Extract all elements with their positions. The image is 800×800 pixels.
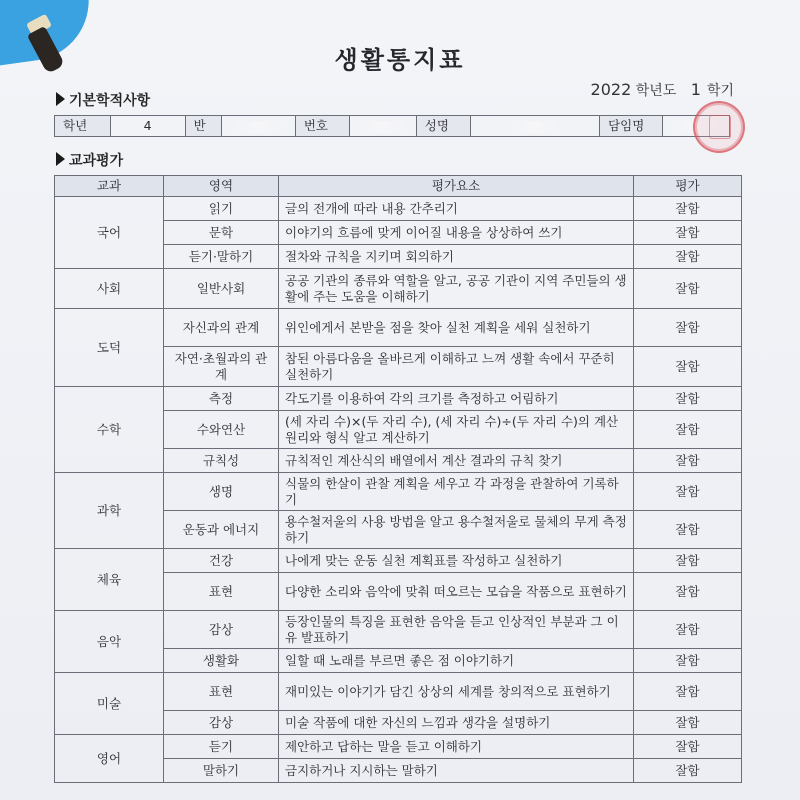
evaluation-header-row	[55, 176, 742, 197]
requirement-cell: 제안하고 답하는 말을 듣고 이해하기	[279, 735, 634, 759]
class-value-redacted	[221, 116, 295, 137]
rating-cell: 잘함	[634, 611, 742, 649]
subject-cell: 사회	[55, 269, 164, 309]
section-marker-icon	[56, 92, 65, 106]
rating-cell: 잘함	[634, 347, 742, 387]
requirement-cell: 재미있는 이야기가 담긴 상상의 세계를 창의적으로 표현하기	[279, 673, 634, 711]
area-cell: 일반사회	[164, 269, 279, 309]
teacher-seal-stamp	[693, 101, 745, 153]
requirement-cell: (세 자리 수)×(두 자리 수), (세 자리 수)÷(두 자리 수)의 계산 원리와 형식 알고 계산하기	[279, 411, 634, 449]
subject-cell: 미술	[55, 673, 164, 735]
area-cell: 측정	[164, 387, 279, 411]
requirement-cell: 다양한 소리와 음악에 맞춰 떠오르는 모습을 작품으로 표현하기	[279, 573, 634, 611]
column-header-area: 영역	[164, 176, 279, 197]
area-cell: 표현	[164, 573, 279, 611]
table-row	[55, 549, 742, 573]
rating-cell: 잘함	[634, 221, 742, 245]
area-cell: 생명	[164, 473, 279, 511]
requirement-cell: 각도기를 이용하여 각의 크기를 측정하고 어림하기	[279, 387, 634, 411]
area-cell: 생활화	[164, 649, 279, 673]
requirement-cell: 규칙적인 계산식의 배열에서 계산 결과의 규칙 찾기	[279, 449, 634, 473]
rating-cell: 잘함	[634, 473, 742, 511]
table-row	[55, 309, 742, 347]
requirement-cell: 미술 작품에 대한 자신의 느낌과 생각을 설명하기	[279, 711, 634, 735]
rating-cell: 잘함	[634, 549, 742, 573]
requirement-cell: 글의 전개에 따라 내용 간추리기	[279, 197, 634, 221]
redacted-value	[233, 121, 283, 133]
rating-cell: 잘함	[634, 649, 742, 673]
requirement-cell: 금지하거나 지시하는 말하기	[279, 759, 634, 783]
subject-cell: 체육	[55, 549, 164, 611]
rating-cell: 잘함	[634, 411, 742, 449]
requirement-cell: 위인에게서 본받을 점을 찾아 실천 계획을 세워 실천하기	[279, 309, 634, 347]
area-cell: 표현	[164, 673, 279, 711]
table-row	[55, 673, 742, 711]
area-cell: 읽기	[164, 197, 279, 221]
requirement-cell: 식물의 한살이 관찰 계획을 세우고 각 과정을 관찰하여 기록하기	[279, 473, 634, 511]
rating-cell: 잘함	[634, 573, 742, 611]
term-semester: 1	[690, 80, 701, 99]
subject-cell: 영어	[55, 735, 164, 783]
redacted-value	[358, 121, 408, 133]
requirement-cell: 용수철저울의 사용 방법을 알고 용수철저울로 물체의 무게 측정하기	[279, 511, 634, 549]
table-row	[55, 473, 742, 511]
area-cell: 감상	[164, 611, 279, 649]
table-row	[55, 735, 742, 759]
term-year-label: 학년도	[635, 83, 677, 99]
table-row	[55, 387, 742, 411]
rating-cell: 잘함	[634, 387, 742, 411]
column-header-requirement: 평가요소	[279, 176, 634, 197]
area-cell: 건강	[164, 549, 279, 573]
area-cell: 운동과 에너지	[164, 511, 279, 549]
subject-cell: 과학	[55, 473, 164, 549]
teacher-label: 담임명	[600, 116, 663, 137]
rating-cell: 잘함	[634, 673, 742, 711]
rating-cell: 잘함	[634, 711, 742, 735]
number-label: 번호	[295, 116, 349, 137]
name-label: 성명	[416, 116, 470, 137]
rating-cell: 잘함	[634, 269, 742, 309]
evaluation-table	[54, 175, 742, 783]
area-cell: 자신과의 관계	[164, 309, 279, 347]
area-cell: 감상	[164, 711, 279, 735]
number-value-redacted	[349, 116, 416, 137]
class-label: 반	[185, 116, 221, 137]
rating-cell: 잘함	[634, 309, 742, 347]
requirement-cell: 등장인물의 특징을 표현한 음악을 듣고 인상적인 부분과 그 이유 발표하기	[279, 611, 634, 649]
evaluation-title: 교과평가	[69, 153, 124, 169]
subject-cell: 수학	[55, 387, 164, 473]
area-cell: 수와연산	[164, 411, 279, 449]
column-header-subject: 교과	[55, 176, 164, 197]
requirement-cell: 공공 기관의 종류와 역할을 알고, 공공 기관이 지역 주민들의 생활에 주는 도움을 이해하기	[279, 269, 634, 309]
requirement-cell: 이야기의 흐름에 맞게 이어질 내용을 상상하여 쓰기	[279, 221, 634, 245]
rating-cell: 잘함	[634, 511, 742, 549]
grade-label: 학년	[55, 116, 111, 137]
term-year: 2022	[590, 80, 632, 99]
table-row	[55, 197, 742, 221]
area-cell: 자연·초월과의 관계	[164, 347, 279, 387]
area-cell: 문학	[164, 221, 279, 245]
rating-cell: 잘함	[634, 245, 742, 269]
subject-cell: 음악	[55, 611, 164, 673]
term-semester-label: 학기	[706, 83, 734, 99]
area-cell: 듣기	[164, 735, 279, 759]
page-title: 생활통지표	[334, 46, 466, 74]
name-value-redacted	[470, 116, 599, 137]
column-header-rating: 평가	[634, 176, 742, 197]
table-row	[55, 611, 742, 649]
rating-cell: 잘함	[634, 197, 742, 221]
area-cell: 규칙성	[164, 449, 279, 473]
redacted-value	[510, 121, 560, 133]
basic-info-row	[55, 116, 730, 137]
basic-info-title: 기본학적사항	[69, 93, 151, 109]
area-cell: 듣기·말하기	[164, 245, 279, 269]
requirement-cell: 일할 때 노래를 부르면 좋은 점 이야기하기	[279, 649, 634, 673]
requirement-cell: 나에게 맞는 운동 실천 계획표를 작성하고 실천하기	[279, 549, 634, 573]
rating-cell: 잘함	[634, 449, 742, 473]
basic-info-heading	[56, 90, 150, 110]
requirement-cell: 절차와 규칙을 지키며 회의하기	[279, 245, 634, 269]
rating-cell: 잘함	[634, 759, 742, 783]
school-term	[591, 80, 734, 100]
subject-cell: 국어	[55, 197, 164, 269]
basic-info-table	[54, 115, 730, 137]
table-row	[55, 269, 742, 309]
evaluation-heading	[56, 150, 123, 170]
area-cell: 말하기	[164, 759, 279, 783]
grade-value: 4	[110, 116, 185, 137]
seal-inner-mark	[709, 115, 731, 139]
section-marker-icon	[56, 152, 65, 166]
requirement-cell: 참된 아름다움을 올바르게 이해하고 느껴 생활 속에서 꾸준히 실천하기	[279, 347, 634, 387]
subject-cell: 도덕	[55, 309, 164, 387]
rating-cell: 잘함	[634, 735, 742, 759]
